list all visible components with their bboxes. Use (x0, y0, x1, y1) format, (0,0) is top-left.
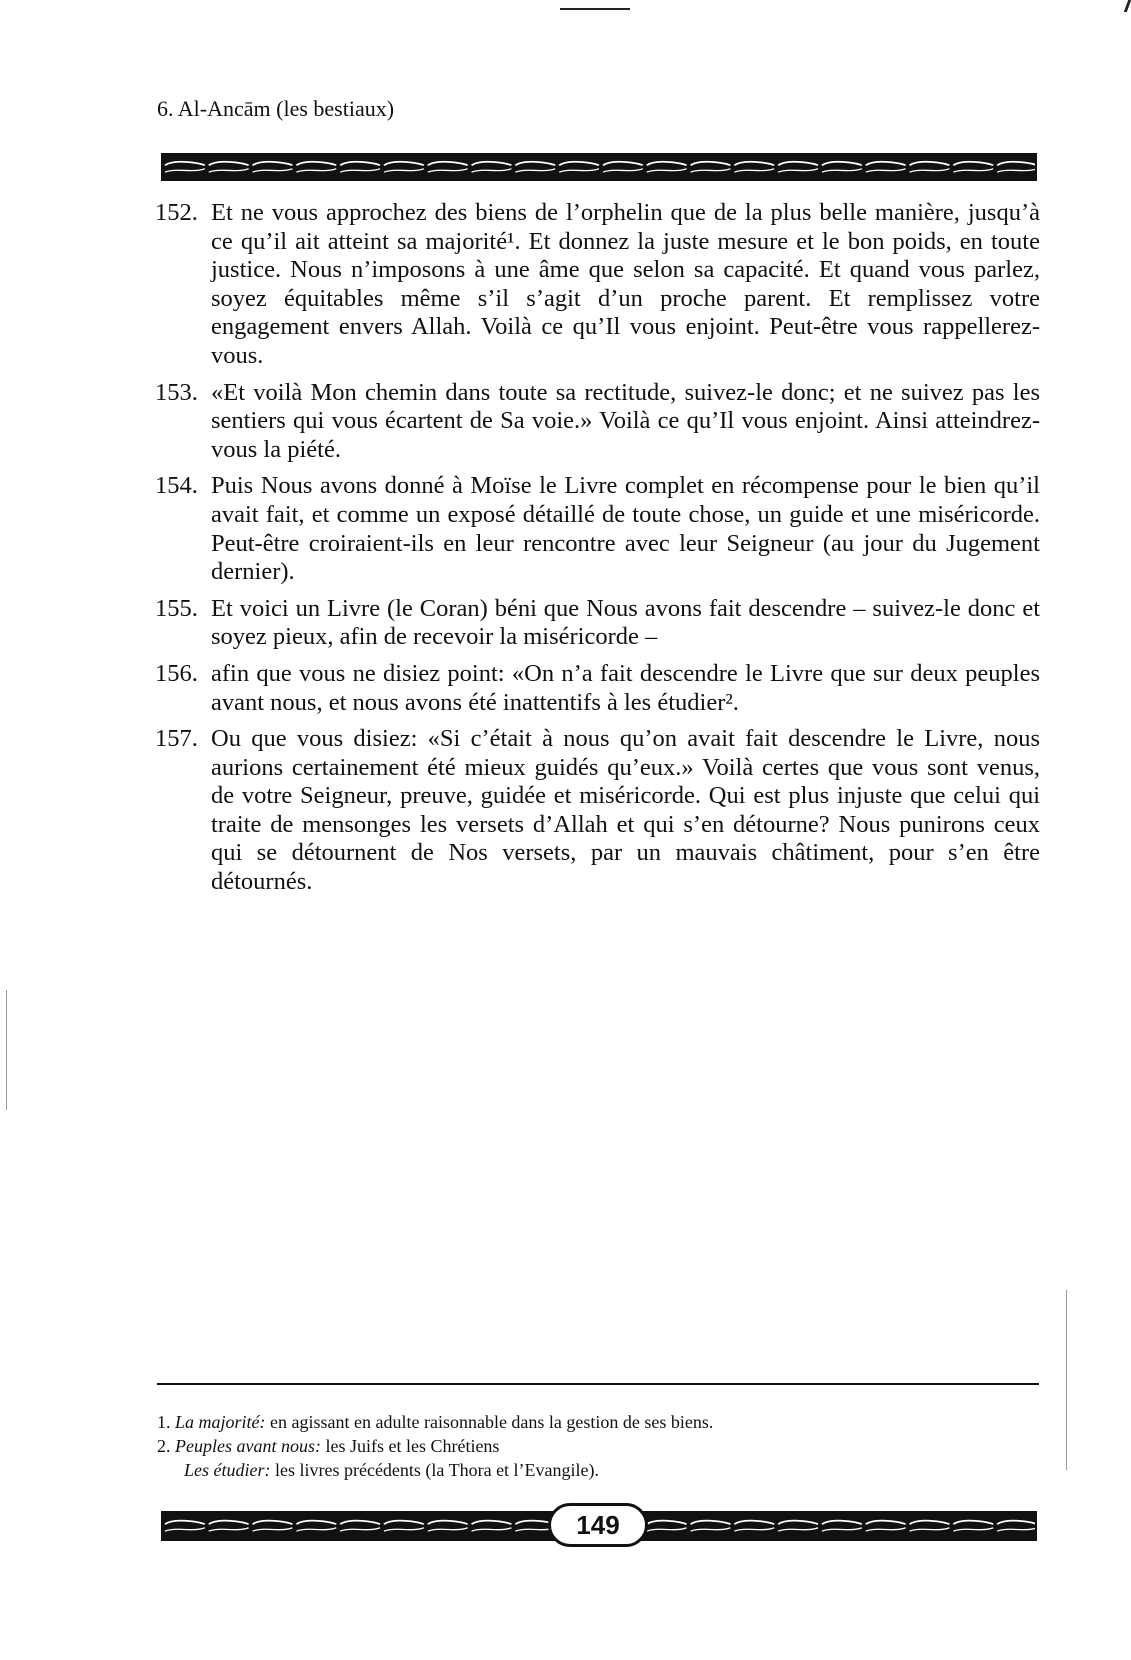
verse-text: Ou que vous disiez: «Si c’était à nous qu’on avait fait descendre le Livre, nous aurions certainement été mieux guidés qu’eux.» Voilà certes que vous sont venus, de votre Seigneur, preuve, guidée et miséricorde. Qui est plus injuste que celui qui traite de mensonges les versets d’Allah et qui s’en détourne? Nous punirons ceux qui se détournent de Nos versets, par un mauvais châtiment, pour s’en être détournés. (211, 725, 1040, 896)
corner-mark (1124, 0, 1131, 12)
footnote-number: 1. (157, 1412, 171, 1432)
verse-152 (155, 199, 1040, 371)
verse-number: 157. (155, 725, 198, 753)
verse-156 (155, 660, 1040, 717)
scan-margin-mark (6, 990, 7, 1110)
verse-text: afin que vous ne disiez point: «On n’a fait descendre le Livre que sur deux peuples avant nous, et nous avons été inattentifs à les étudier². (211, 659, 1040, 716)
verse-153 (155, 379, 1040, 465)
verse-number: 153. (155, 378, 198, 406)
footnote-term: La majorité: (175, 1412, 266, 1432)
footnote-2 (157, 1434, 1039, 1458)
top-rule (560, 8, 630, 10)
verse-text: «Et voilà Mon chemin dans toute sa rectitude, suivez-le donc; et ne suivez pas les sentiers qui vous écartent de Sa voie.» Voilà ce qu’Il vous enjoint. Ainsi atteindrez-vous la piété. (211, 378, 1040, 463)
footnote-term: Les étudier: (184, 1460, 271, 1480)
footnote-text: les Juifs et les Chrétiens (325, 1436, 500, 1456)
footnote-text: les livres précédents (la Thora et l’Evangile). (274, 1460, 600, 1480)
page-number: 149 (548, 1503, 648, 1547)
verse-text: Puis Nous avons donné à Moïse le Livre complet en récompense pour le bien qu’il avait fait, et comme un exposé détaillé de toute chose, un guide et une miséricorde. Peut-être croiraient-ils en leur rencontre avec leur Seigneur (au jour du Jugement dernier). (211, 472, 1040, 586)
verse-list (155, 199, 1040, 905)
verse-number: 152. (155, 199, 198, 226)
verse-157 (155, 725, 1040, 897)
footnote-text: en agissant en adulte raisonnable dans la gestion de ses biens. (270, 1412, 714, 1432)
running-head: 6. Al-Ancām (les bestiaux) (157, 96, 395, 121)
footnote-1 (157, 1410, 1039, 1434)
footnote-rule (157, 1383, 1039, 1385)
verse-number: 156. (155, 659, 198, 687)
scan-margin-mark (1066, 1290, 1067, 1470)
verse-text: Et ne vous approchez des biens de l’orphelin que de la plus belle manière, jusqu’à ce qu’il ait atteint sa majorité¹. Et donnez la juste mesure et le bon poids, en toute justice. Nous n’imposons à une âme que selon sa capacité. Et quand vous parlez, soyez équitables même s’il s’agit d’un proche parent. Et remplissez votre engagement envers Allah. Voilà ce qu’Il vous enjoint. Peut-être vous rappellerez-vous. (211, 199, 1040, 369)
verse-155 (155, 595, 1040, 652)
footnote-2-continued (157, 1458, 1039, 1482)
footnotes (157, 1410, 1039, 1482)
ornamental-band-top (161, 153, 1037, 181)
footnote-number: 2. (157, 1436, 171, 1456)
verse-154 (155, 472, 1040, 586)
verse-text: Et voici un Livre (le Coran) béni que Nous avons fait descendre – suivez-le donc et soyez pieux, afin de recevoir la miséricorde – (211, 594, 1040, 651)
verse-number: 155. (155, 594, 198, 622)
verse-number: 154. (155, 472, 198, 500)
footnote-term: Peuples avant nous: (175, 1436, 321, 1456)
